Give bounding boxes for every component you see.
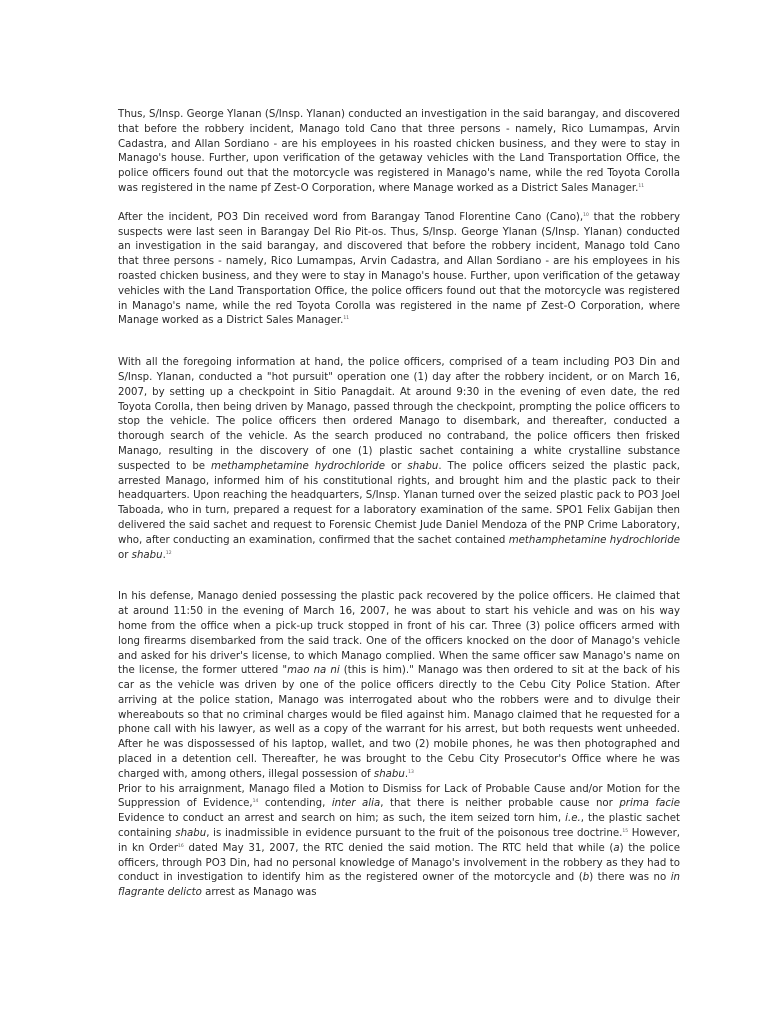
paragraph-3-text-b: or (385, 460, 408, 472)
footnote-ref[interactable]: 16 (178, 843, 184, 849)
paragraph-4-text-a: In his defense, Manago denied possessing the plastic pack recovered by the police officers. He claimed that at around 11:50 in the evening of March 16, 2007, he was about to start his vehicle and was on his way home from the office when a pick-up truck stopped in front of his car. Three (3) police officers armed with long firearms disembarked from the said track. One of the officers knocked on the door of Manago's vehicle and asked for his driver's license, to which Manago complied. When the same officer saw Manago's name on the license, the former uttered " (118, 591, 680, 677)
paragraph-1 (118, 108, 680, 197)
footnote-ref[interactable]: 15 (622, 829, 629, 835)
paragraph-3 (118, 356, 680, 563)
paragraph-5-text-j: ) the police officers, through PO3 Din, had no personal knowledge of Manago's involvement in the robbery as they had to conduct in investigation to identify him as the registered owner of the motorcycle and ( (118, 842, 680, 884)
paragraph-5-text-b: contending, (258, 798, 332, 810)
paragraph-5-text-e: , the plastic sachet containing (118, 813, 680, 840)
paragraph-3-text-d: or (118, 549, 132, 561)
italic-term: in flagrante delicto (118, 872, 680, 899)
paragraph-4 (118, 590, 680, 782)
footnote-ref[interactable]: 10 (583, 212, 589, 218)
paragraph-5-text-l: arrest as Manago was (201, 887, 317, 899)
document-page (118, 108, 680, 901)
paragraph-5-text-g: However, in kn Order (118, 828, 680, 854)
paragraph-5 (118, 783, 680, 901)
paragraph-2-text-a: After the incident, PO3 Din received word from Barangay Tanod Florentine Cano (Cano), (118, 211, 584, 223)
italic-term: methamphetamine hydrochloride (508, 534, 680, 546)
italic-term: a (613, 842, 620, 854)
footnote-ref[interactable]: 12 (165, 550, 172, 556)
paragraph-3-text-e: . (162, 549, 166, 561)
paragraph-5-text-h: dated May 31, 2007, the RTC denied the said motion. The RTC held that while ( (183, 842, 614, 854)
paragraph-3-text-a: With all the foregoing information at hand, the police officers, comprised of a team including PO3 Din and S/Insp. Ylanan, conducted a "hot pursuit" operation one (1) day after the robbery incident, or on March 16, 2007, by setting up a checkpoint in Sitio Panagdait. At around 9:30 in the evening of even date, the red Toyota Corolla, then being driven by Manago, passed through the checkpoint, prompting the police officers to stop the vehicle. The police officers then ordered Manago to disembark, and thereafter, conducted a thorough search of the vehicle. As the search produced no contraband, the police officers then frisked Manago, resulting in the discovery of one (1) plastic sachet containing a white crystalline substance suspected to be (118, 357, 680, 472)
paragraph-4-text-b: (this is him)." Manago was then ordered to sit at the back of his car as the vehicle was driven by one of the police officers directly to the Cebu City Police Station. After arriving at the police station, Manago was interrogated about who the robbers were and to divulge their whereabouts so that no criminal charges would be filed against him. Manago claimed that he requested for a phone call with his lawyer, as well as a copy of the warrant for his arrest, but both requests went unheeded. After he was dispossessed of his laptop, wallet, and two (2) mobile phones, he was then photographed and placed in a detention cell. Thereafter, he was brought to the Cebu City Prosecutor's Office where he was charged with, among others, illegal possession of (118, 665, 680, 780)
italic-term: b (582, 872, 590, 884)
paragraph-5-text-f: , is inadmissible in evidence pursuant to the fruit of the poisonous tree doctrine. (206, 828, 623, 840)
footnote-ref[interactable]: 14 (252, 799, 259, 805)
italic-term: shabu (373, 768, 405, 780)
paragraph-4-text-c: . (404, 768, 409, 780)
italic-term: shabu (131, 549, 163, 561)
italic-term: inter alia (331, 798, 381, 810)
footnote-ref[interactable]: 13 (408, 769, 414, 775)
paragraph-1-text: Thus, S/Insp. George Ylanan (S/Insp. Ylanan) conducted an investigation in the said barangay, and discovered that before the robbery incident, Manago told Cano that three persons - namely, Rico Lumampas, Arvin Cadastra, and Allan Sordiano - are his employees in his roasted chicken business, and they were to stay in Manago's house. Further, upon verification of the getaway vehicles with the Land Transportation Office, the police officers found out that the motorcycle was registered in Manago's name, while the red Toyota Corolla was registered in the name pf Zest-O Corporation, where Manage worked as a District Sales Manager. (118, 109, 680, 194)
paragraph-5-text-d: Evidence to conduct an arrest and search on him; as such, the item seized torn him, (118, 813, 566, 825)
paragraph-2 (118, 211, 680, 329)
footnote-ref[interactable]: 11 (638, 183, 645, 189)
paragraph-5-text-k: ) there was no (589, 872, 671, 884)
paragraph-2-text-b: that the robbery suspects were last seen in Barangay Del Rio Pit-os. Thus, S/Insp. George Ylanan (S/Insp. Ylanan) conducted an investigation in the said barangay, and discovered that before the robbery incident, Manago told Cano that three persons - namely, Rico Lumampas, Arvin Cadastra, and Allan Sordiano - are his employees in his roasted chicken business, and they were to stay in Manago's house. Further, upon verification of the getaway vehicles with the Land Transportation Office, the police officers found out that the motorcycle was registered in Manago's name, while the red Toyota Corolla was registered in the name pf Zest-O Corporation, where Manage worked as a District Sales Manager. (118, 211, 680, 327)
paragraph-3-text-c: . The police officers seized the plastic pack, arrested Manago, informed him of his constitutional rights, and brought him and the plastic pack to their headquarters. Upon reaching the headquarters, S/Insp. Ylanan turned over the seized plastic pack to PO3 Joel Taboada, who in turn, prepared a request for a laboratory examination of the same. SPO1 Felix Gabijan then delivered the said sachet and request to Forensic Chemist Jude Daniel Mendoza of the PNP Crime Laboratory, who, after conducting an examination, confirmed that the sachet contained (118, 460, 680, 546)
italic-term: i.e. (565, 813, 581, 825)
paragraph-5-text-a: Prior to his arraignment, Manago filed a Motion to Dismiss for Lack of Probable Cause and/or Motion for the Suppression of Evidence, (118, 783, 680, 810)
italic-term: methamphetamine hydrochloride (211, 460, 385, 472)
italic-term: mao na ni (287, 665, 340, 677)
italic-term: shabu (175, 828, 207, 840)
italic-term: prima facie (619, 798, 681, 810)
footnote-ref[interactable]: 11 (343, 316, 350, 322)
italic-term: shabu (407, 460, 439, 472)
paragraph-5-text-c: , that there is neither probable cause nor (380, 798, 620, 810)
